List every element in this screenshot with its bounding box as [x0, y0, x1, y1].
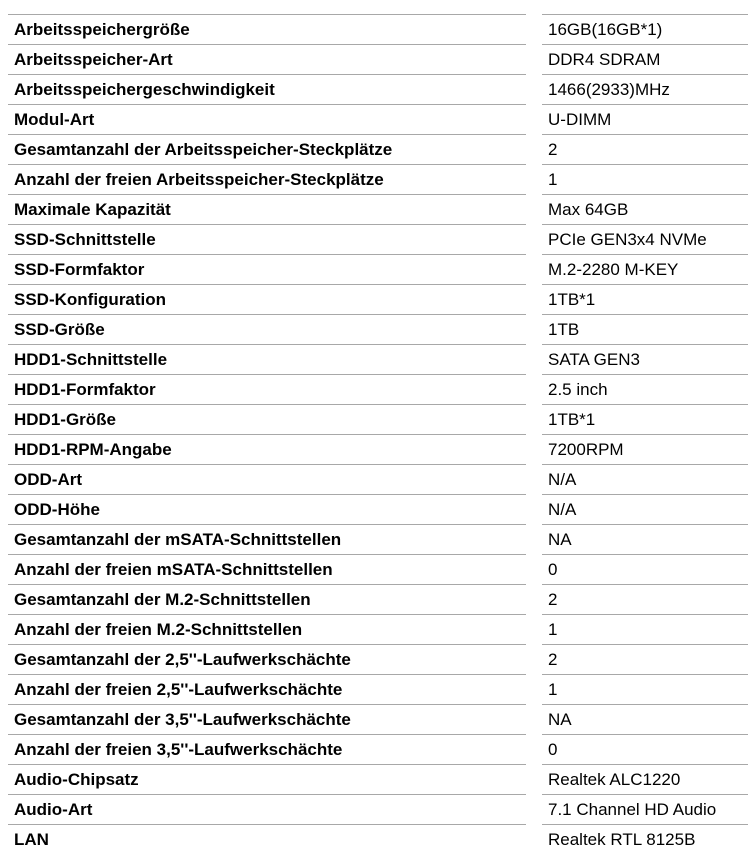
spec-row	[8, 255, 748, 285]
spec-label: HDD1-Schnittstelle	[8, 345, 526, 375]
spec-label: Anzahl der freien 2,5''-Laufwerkschächte	[8, 675, 526, 705]
spec-row	[8, 765, 748, 795]
spec-value: 7.1 Channel HD Audio	[542, 795, 748, 825]
spec-row	[8, 585, 748, 615]
spec-label: ODD-Höhe	[8, 495, 526, 525]
spec-label: HDD1-Größe	[8, 405, 526, 435]
spec-value: NA	[542, 525, 748, 555]
spec-label: Anzahl der freien Arbeitsspeicher-Steckplätze	[8, 165, 526, 195]
spec-row	[8, 825, 748, 854]
spec-value: SATA GEN3	[542, 345, 748, 375]
spec-row	[8, 525, 748, 555]
spec-table-body	[8, 15, 748, 854]
spec-label: ODD-Art	[8, 465, 526, 495]
spec-label: Anzahl der freien 3,5''-Laufwerkschächte	[8, 735, 526, 765]
column-gap	[526, 285, 542, 315]
column-gap	[526, 165, 542, 195]
column-gap	[526, 495, 542, 525]
spec-label: Anzahl der freien mSATA-Schnittstellen	[8, 555, 526, 585]
spec-label: SSD-Größe	[8, 315, 526, 345]
column-gap	[526, 825, 542, 854]
spec-label: HDD1-RPM-Angabe	[8, 435, 526, 465]
spec-value: 1	[542, 675, 748, 705]
spec-label: Audio-Art	[8, 795, 526, 825]
column-gap	[526, 45, 542, 75]
spec-value: 7200RPM	[542, 435, 748, 465]
spec-value: Max 64GB	[542, 195, 748, 225]
spec-row	[8, 225, 748, 255]
column-gap	[526, 675, 542, 705]
column-gap	[526, 735, 542, 765]
spec-value: 0	[542, 555, 748, 585]
spec-label: Modul-Art	[8, 105, 526, 135]
spec-label: Gesamtanzahl der 2,5''-Laufwerkschächte	[8, 645, 526, 675]
spec-label: Maximale Kapazität	[8, 195, 526, 225]
spec-label: Arbeitsspeichergeschwindigkeit	[8, 75, 526, 105]
spec-row	[8, 75, 748, 105]
spec-row	[8, 495, 748, 525]
spec-label: Gesamtanzahl der 3,5''-Laufwerkschächte	[8, 705, 526, 735]
spec-value: NA	[542, 705, 748, 735]
column-gap	[526, 255, 542, 285]
spec-label: Anzahl der freien M.2-Schnittstellen	[8, 615, 526, 645]
spec-value: 16GB(16GB*1)	[542, 15, 748, 45]
column-gap	[526, 645, 542, 675]
spec-value: 1TB	[542, 315, 748, 345]
spec-label: HDD1-Formfaktor	[8, 375, 526, 405]
spec-value: 0	[542, 735, 748, 765]
spec-value: N/A	[542, 495, 748, 525]
spec-value: U-DIMM	[542, 105, 748, 135]
spec-label: Audio-Chipsatz	[8, 765, 526, 795]
spec-row	[8, 615, 748, 645]
spec-label: Gesamtanzahl der mSATA-Schnittstellen	[8, 525, 526, 555]
spec-value: PCIe GEN3x4 NVMe	[542, 225, 748, 255]
column-gap	[526, 615, 542, 645]
spec-value: 1	[542, 615, 748, 645]
spec-row	[8, 405, 748, 435]
spec-row	[8, 645, 748, 675]
column-gap	[526, 105, 542, 135]
column-gap	[526, 315, 542, 345]
spec-value: M.2-2280 M-KEY	[542, 255, 748, 285]
spec-value: Realtek ALC1220	[542, 765, 748, 795]
spec-value: 1TB*1	[542, 285, 748, 315]
spec-row	[8, 135, 748, 165]
spec-row	[8, 345, 748, 375]
spec-row	[8, 165, 748, 195]
spec-row	[8, 675, 748, 705]
spec-value: N/A	[542, 465, 748, 495]
spec-value: 2	[542, 135, 748, 165]
spec-row	[8, 45, 748, 75]
spec-value: DDR4 SDRAM	[542, 45, 748, 75]
column-gap	[526, 375, 542, 405]
column-gap	[526, 765, 542, 795]
spec-row	[8, 465, 748, 495]
column-gap	[526, 345, 542, 375]
column-gap	[526, 225, 542, 255]
column-gap	[526, 195, 542, 225]
spec-table	[8, 14, 748, 854]
spec-label: SSD-Schnittstelle	[8, 225, 526, 255]
spec-row	[8, 15, 748, 45]
column-gap	[526, 75, 542, 105]
spec-row	[8, 315, 748, 345]
spec-row	[8, 705, 748, 735]
spec-row	[8, 555, 748, 585]
column-gap	[526, 15, 542, 45]
spec-row	[8, 435, 748, 465]
column-gap	[526, 795, 542, 825]
spec-value: Realtek RTL 8125B	[542, 825, 748, 854]
column-gap	[526, 405, 542, 435]
spec-row	[8, 105, 748, 135]
spec-label: SSD-Formfaktor	[8, 255, 526, 285]
spec-row	[8, 735, 748, 765]
spec-value: 2.5 inch	[542, 375, 748, 405]
spec-label: Gesamtanzahl der Arbeitsspeicher-Steckplätze	[8, 135, 526, 165]
spec-value: 2	[542, 585, 748, 615]
column-gap	[526, 135, 542, 165]
spec-label: Gesamtanzahl der M.2-Schnittstellen	[8, 585, 526, 615]
column-gap	[526, 585, 542, 615]
spec-label: SSD-Konfiguration	[8, 285, 526, 315]
spec-value: 1TB*1	[542, 405, 748, 435]
column-gap	[526, 555, 542, 585]
spec-row	[8, 375, 748, 405]
spec-label: LAN	[8, 825, 526, 854]
column-gap	[526, 705, 542, 735]
spec-row	[8, 195, 748, 225]
spec-label: Arbeitsspeicher-Art	[8, 45, 526, 75]
column-gap	[526, 465, 542, 495]
spec-value: 2	[542, 645, 748, 675]
spec-value: 1466(2933)MHz	[542, 75, 748, 105]
spec-label: Arbeitsspeichergröße	[8, 15, 526, 45]
spec-value: 1	[542, 165, 748, 195]
spec-row	[8, 795, 748, 825]
column-gap	[526, 525, 542, 555]
spec-row	[8, 285, 748, 315]
column-gap	[526, 435, 542, 465]
